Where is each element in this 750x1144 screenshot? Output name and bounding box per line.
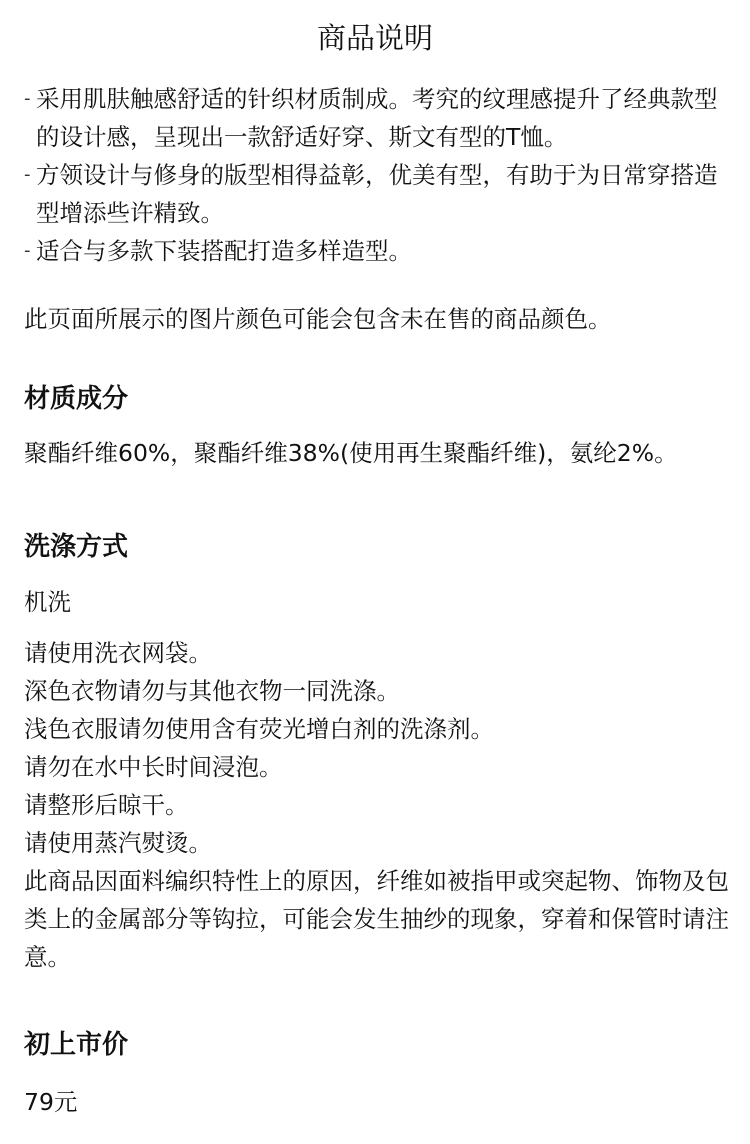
care-instruction: 请使用蒸汽熨烫。 bbox=[24, 829, 212, 857]
care-instruction: 深色衣物请勿与其他衣物一同洗涤。 bbox=[24, 677, 400, 705]
care-instruction: 此商品因面料编织特性上的原因，纤维如被指甲或突起物、饰物及包类上的金属部分等钩拉，可能会发生抽纱的现象，穿着和保管时请注意。 bbox=[24, 867, 729, 971]
material-section-title: 材质成分 bbox=[24, 384, 129, 414]
price-section-title: 初上市价 bbox=[24, 1030, 129, 1060]
care-section-title: 洗涤方式 bbox=[24, 532, 129, 562]
bullet-dash: - bbox=[24, 164, 31, 185]
care-instruction: 请使用洗衣网袋。 bbox=[24, 639, 212, 667]
launch-price: 79元 bbox=[24, 1088, 78, 1116]
feature-bullet-text: 适合与多款下装搭配打造多样造型。 bbox=[36, 237, 412, 265]
feature-bullet bbox=[24, 156, 732, 232]
care-instruction: 请整形后晾干。 bbox=[24, 791, 189, 819]
bullet-dash: - bbox=[24, 240, 31, 261]
feature-bullet bbox=[24, 80, 732, 156]
care-method: 机洗 bbox=[24, 588, 71, 616]
feature-bullets bbox=[24, 80, 732, 270]
material-composition: 聚酯纤维60%，聚酯纤维38%(使用再生聚酯纤维)，氨纶2%。 bbox=[24, 439, 678, 467]
page-title: 商品说明 bbox=[316, 21, 433, 55]
bullet-dash: - bbox=[24, 88, 31, 109]
color-disclaimer: 此页面所展示的图片颜色可能会包含未在售的商品颜色。 bbox=[24, 305, 612, 333]
care-instruction: 浅色衣服请勿使用含有荧光增白剂的洗涤剂。 bbox=[24, 715, 494, 743]
feature-bullet-text: 方领设计与修身的版型相得益彰，优美有型，有助于为日常穿搭造型增添些许精致。 bbox=[36, 161, 718, 227]
feature-bullet bbox=[24, 232, 732, 270]
feature-bullet-text: 采用肌肤触感舒适的针织材质制成。考究的纹理感提升了经典款型的设计感，呈现出一款舒适好穿、斯文有型的T恤。 bbox=[36, 85, 718, 151]
care-instruction: 请勿在水中长时间浸泡。 bbox=[24, 753, 283, 781]
care-instructions bbox=[24, 634, 732, 976]
